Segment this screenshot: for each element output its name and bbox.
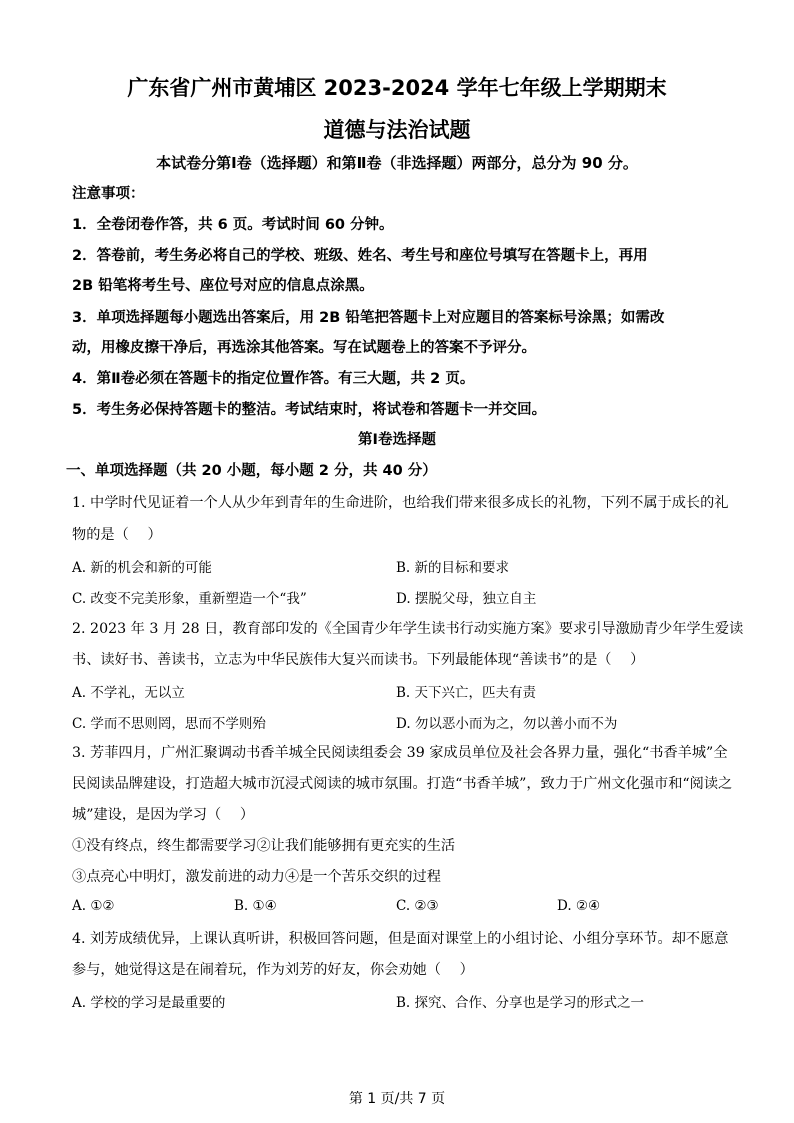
question-4-stem-line-1: 4. 刘芳成绩优异，上课认真听讲，积极回答问题，但是面对课堂上的小组讨论、小组分享环节。却不愿意 bbox=[72, 931, 729, 947]
question-3-stem-line-3: 城”建设，是因为学习（ ） bbox=[72, 807, 255, 823]
question-3-stem-line-2: 民阅读品牌建设，打造超大城市沉浸式阅读的城市氛围。打造“书香羊城”，致力于广州文化强市和“阅读之 bbox=[72, 776, 733, 792]
notice-line-7: 5．考生务必保持答题卡的整洁。考试结束时，将试卷和答题卡一并交回。 bbox=[72, 402, 547, 418]
notice-heading: 注意事项： bbox=[72, 186, 145, 202]
question-1-stem-line-2: 物的是（ ） bbox=[72, 527, 162, 543]
notice-line-4: 3．单项选择题每小题选出答案后，用 2B 铅笔把答题卡上对应题目的答案标号涂黑；如需改 bbox=[72, 310, 665, 326]
question-2-option-d: D. 勿以恶小而为之，勿以善小而不为 bbox=[396, 716, 618, 732]
question-1-option-a: A. 新的机会和新的可能 bbox=[72, 560, 212, 576]
exam-title-line2: 道德与法治试题 bbox=[323, 118, 471, 142]
question-1-stem-line-1: 1. 中学时代见证着一个人从少年到青年的生命进阶，也给我们带来很多成长的礼物，下列不属于成长的礼 bbox=[72, 495, 729, 511]
question-2-option-c: C. 学而不思则罔，思而不学则殆 bbox=[72, 716, 266, 732]
question-3-statements-2: ③点亮心中明灯，激发前进的动力④是一个苦乐交织的过程 bbox=[72, 869, 441, 885]
notice-line-2: 2．答卷前，考生务必将自己的学校、班级、姓名、考生号和座位号填写在答题卡上，再用 bbox=[72, 248, 648, 264]
question-3-statements-1: ①没有终点，终生都需要学习②让我们能够拥有更充实的生活 bbox=[72, 838, 456, 854]
notice-line-3: 2B 铅笔将考生号、座位号对应的信息点涂黑。 bbox=[72, 278, 374, 294]
question-3-option-a: A. ①② bbox=[72, 898, 115, 914]
question-3-stem-line-1: 3. 芳菲四月，广州汇聚调动书香羊城全民阅读组委会 39 家成员单位及社会各界力量，强化“书香羊城”全 bbox=[72, 745, 728, 761]
question-1-option-b: B. 新的目标和要求 bbox=[396, 560, 510, 576]
exam-title-line1: 广东省广州市黄埔区 2023-2024 学年七年级上学期期末 bbox=[127, 76, 667, 100]
notice-line-5: 动，用橡皮擦干净后，再选涂其他答案。写在试题卷上的答案不予评分。 bbox=[72, 340, 536, 356]
section-title: 第Ⅰ卷选择题 bbox=[358, 432, 436, 448]
question-4-option-b: B. 探究、合作、分享也是学习的形式之一 bbox=[396, 995, 645, 1011]
question-4-option-a: A. 学校的学习是最重要的 bbox=[72, 995, 226, 1011]
part-heading: 一、单项选择题（共 20 小题，每小题 2 分，共 40 分） bbox=[66, 463, 437, 479]
question-3-option-c: C. ②③ bbox=[396, 898, 439, 914]
question-2-stem-line-2: 书、读好书、善读书，立志为中华民族伟大复兴而读书。下列最能体现“善读书”的是（ ） bbox=[72, 652, 645, 668]
question-3-option-b: B. ①④ bbox=[234, 898, 277, 914]
question-2-option-b: B. 天下兴亡，匹夫有责 bbox=[396, 685, 537, 701]
notice-line-1: 1．全卷闭卷作答，共 6 页。考试时间 60 分钟。 bbox=[72, 217, 394, 233]
question-3-option-d: D. ②④ bbox=[557, 898, 601, 914]
question-2-stem-line-1: 2. 2023 年 3 月 28 日，教育部印发的《全国青少年学生读书行动实施方案》要求引导激励青少年学生爱读 bbox=[72, 621, 744, 637]
question-1-option-c: C. 改变不完美形象，重新塑造一个“我” bbox=[72, 591, 307, 607]
question-1-option-d: D. 摆脱父母，独立自主 bbox=[396, 591, 537, 607]
notice-line-6: 4．第Ⅱ卷必须在答题卡的指定位置作答。有三大题，共 2 页。 bbox=[72, 371, 475, 387]
question-2-option-a: A. 不学礼，无以立 bbox=[72, 685, 185, 701]
page-number: 第 1 页/共 7 页 bbox=[348, 1091, 446, 1107]
question-4-stem-line-2: 参与，她觉得这是在闹着玩，作为刘芳的好友，你会劝她（ ） bbox=[72, 962, 474, 978]
exam-subtitle: 本试卷分第Ⅰ卷（选择题）和第Ⅱ卷（非选择题）两部分，总分为 90 分。 bbox=[156, 154, 638, 172]
